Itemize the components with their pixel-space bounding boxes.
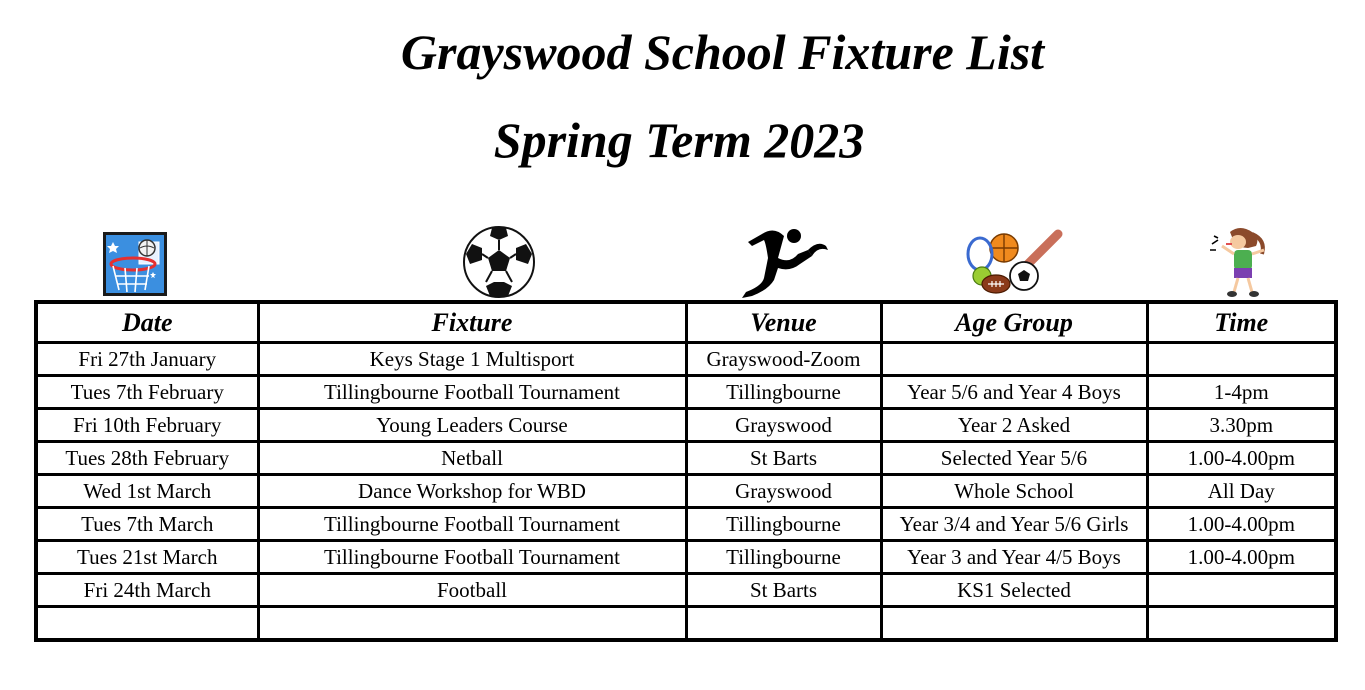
cell-date: Wed 1st March: [36, 475, 258, 508]
column-header-fixture: Fixture: [258, 302, 686, 343]
cell-date: Tues 21st March: [36, 541, 258, 574]
table-header-row: [36, 302, 1336, 343]
cell-venue: St Barts: [686, 574, 881, 607]
cell-venue: Tillingbourne: [686, 541, 881, 574]
cell-fixture: Dance Workshop for WBD: [258, 475, 686, 508]
table-row: [36, 574, 1336, 607]
column-header-time: Time: [1147, 302, 1336, 343]
cell-age-group: [881, 607, 1147, 641]
cell-age-group: [881, 343, 1147, 376]
cell-venue: Tillingbourne: [686, 508, 881, 541]
table-row: [36, 409, 1336, 442]
column-header-venue: Venue: [686, 302, 881, 343]
cell-age-group: Selected Year 5/6: [881, 442, 1147, 475]
cell-age-group: Year 5/6 and Year 4 Boys: [881, 376, 1147, 409]
cell-fixture: Young Leaders Course: [258, 409, 686, 442]
cell-venue: Grayswood-Zoom: [686, 343, 881, 376]
cell-venue: Grayswood: [686, 475, 881, 508]
cell-fixture: Keys Stage 1 Multisport: [258, 343, 686, 376]
table-row: [36, 508, 1336, 541]
cheering-girl-icon: [1204, 224, 1270, 300]
cell-age-group: Year 3/4 and Year 5/6 Girls: [881, 508, 1147, 541]
cell-time: [1147, 607, 1336, 641]
table-row: [36, 607, 1336, 641]
cell-fixture: Football: [258, 574, 686, 607]
table-row: [36, 343, 1336, 376]
runner-icon: [738, 224, 830, 300]
cell-fixture: Tillingbourne Football Tournament: [258, 376, 686, 409]
sports-balls-icon: [964, 224, 1064, 300]
cell-fixture: Netball: [258, 442, 686, 475]
cell-date: Fri 24th March: [36, 574, 258, 607]
cell-date: Tues 28th February: [36, 442, 258, 475]
cell-time: [1147, 574, 1336, 607]
table-row: [36, 442, 1336, 475]
cell-date: Fri 10th February: [36, 409, 258, 442]
cell-venue: [686, 607, 881, 641]
column-header-age-group: Age Group: [881, 302, 1147, 343]
cell-age-group: Whole School: [881, 475, 1147, 508]
page-title: Grayswood School Fixture List: [400, 24, 1045, 80]
cell-date: Tues 7th March: [36, 508, 258, 541]
cell-fixture: Tillingbourne Football Tournament: [258, 541, 686, 574]
fixture-table: [34, 300, 1338, 642]
cell-age-group: Year 3 and Year 4/5 Boys: [881, 541, 1147, 574]
cell-age-group: Year 2 Asked: [881, 409, 1147, 442]
cell-time: 1.00-4.00pm: [1147, 508, 1336, 541]
table-row: [36, 541, 1336, 574]
cell-fixture: Tillingbourne Football Tournament: [258, 508, 686, 541]
cell-date: Tues 7th February: [36, 376, 258, 409]
column-header-date: Date: [36, 302, 258, 343]
page-subtitle: Spring Term 2023: [493, 112, 865, 168]
cell-time: 1-4pm: [1147, 376, 1336, 409]
cell-time: 1.00-4.00pm: [1147, 442, 1336, 475]
cell-time: 1.00-4.00pm: [1147, 541, 1336, 574]
cell-age-group: KS1 Selected: [881, 574, 1147, 607]
cell-fixture: [258, 607, 686, 641]
cell-venue: Tillingbourne: [686, 376, 881, 409]
table-row: [36, 475, 1336, 508]
football-icon: [462, 224, 536, 300]
cell-date: [36, 607, 258, 641]
cell-time: [1147, 343, 1336, 376]
cell-venue: Grayswood: [686, 409, 881, 442]
cell-time: All Day: [1147, 475, 1336, 508]
table-row: [36, 376, 1336, 409]
cell-time: 3.30pm: [1147, 409, 1336, 442]
netball-hoop-icon: [103, 224, 167, 300]
cell-date: Fri 27th January: [36, 343, 258, 376]
cell-venue: St Barts: [686, 442, 881, 475]
